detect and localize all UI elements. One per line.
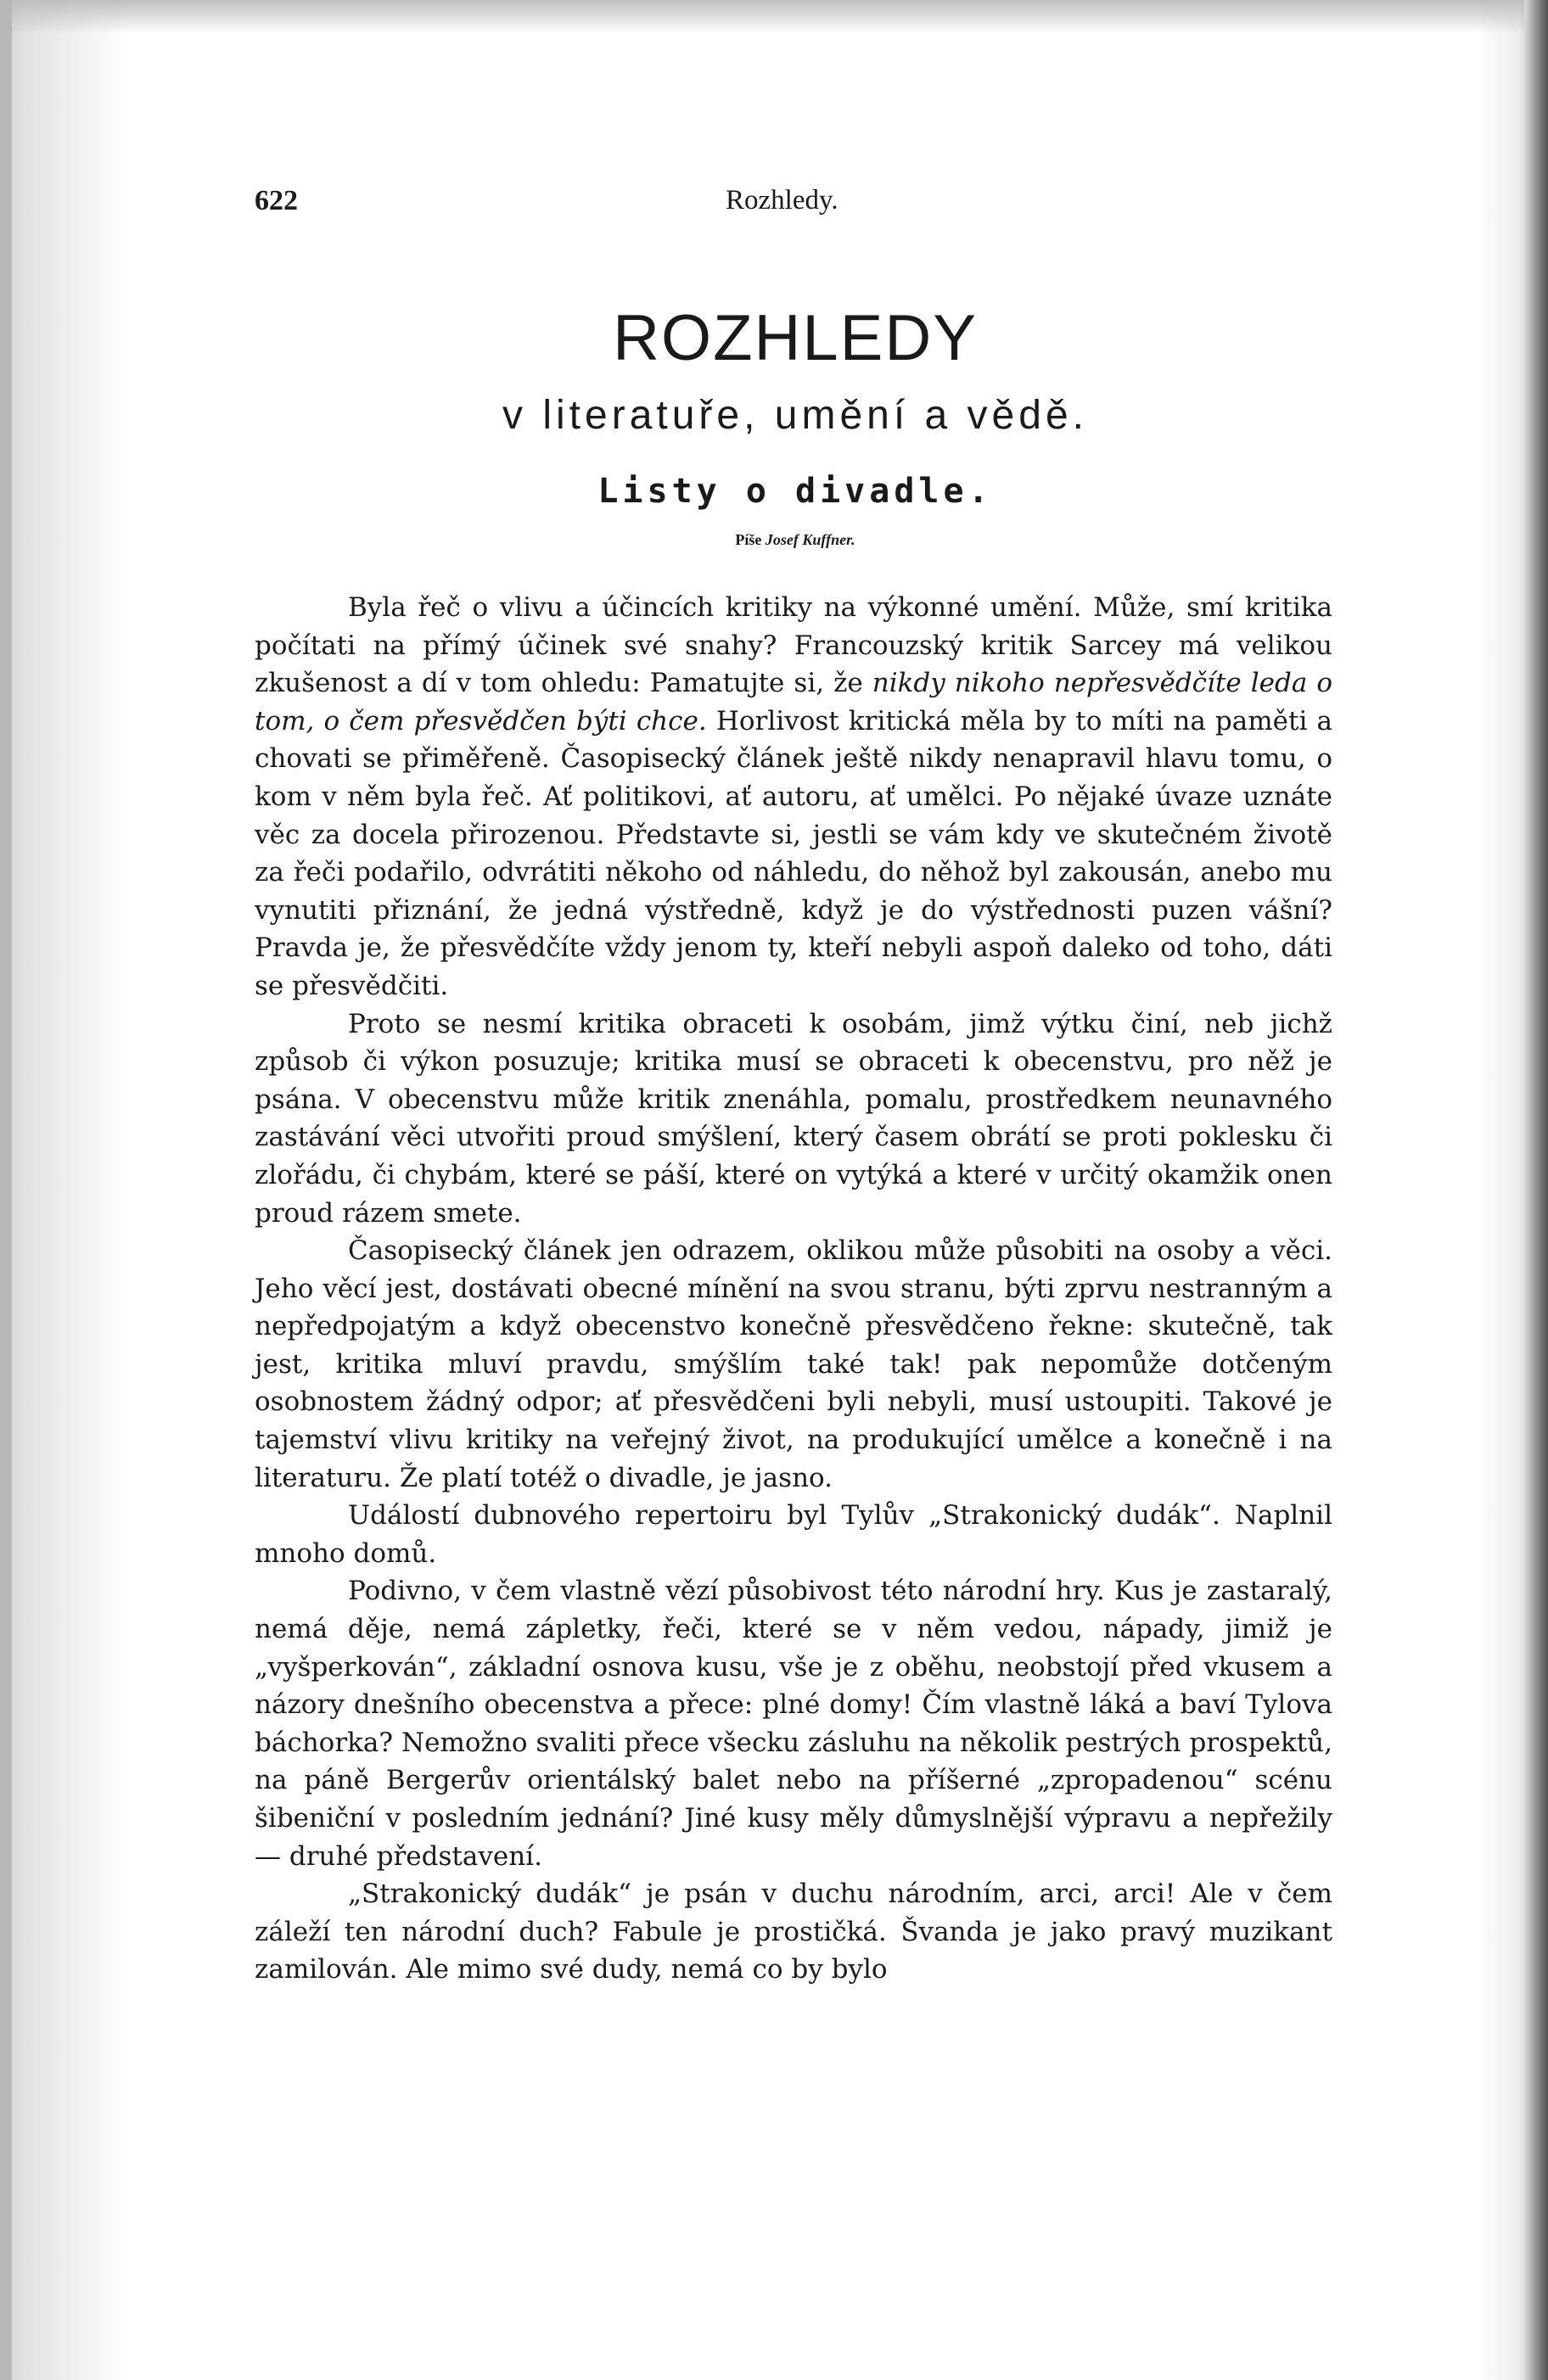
running-title: Rozhledy.: [726, 185, 838, 216]
emphasized-quote: nikdy nikoho nepřesvědčíte leda o tom, o čem přesvědčen býti chce.: [255, 668, 1333, 736]
page-title: ROZHLEDY: [613, 302, 978, 374]
paragraph: „Strakonický dudák“ je psán v duchu národním, arci, arci! Ale v čem záleží ten národní duch? Fabule je prostičká. Švanda je jako pravý muzikant zamilován. Ale mimo své dudy, nemá co by bylo: [255, 1879, 1332, 1985]
paragraph: Podivno, v čem vlastně vězí působivost této národní hry. Kus je zastaralý, nemá děje, nemá zápletky, řeči, které se v něm vedou, nápady, jimiž je „vyšperkován“, základní osnova kusu, vše je z oběhu, neobstojí před vkusem a názory dnešního obecenstva a přece: plné domy! Čím vlastně láká a baví Tylova báchorka? Nemožno svaliti přece všecku zásluhu na několik pestrých prospektů, na páně Bergerův orientálský balet nebo na příšerné „zpropadenou“ scénu šibeniční v posledním jednání? Jiné kusy měly důmyslnější výpravu a nepřežily — druhé představení.: [255, 1576, 1332, 1872]
paragraph: Proto se nesmí kritika obraceti k osobám, jimž výtku činí, neb jichž způsob či výkon posuzuje; kritika musí se obraceti k obecenstvu, pro něž je psána. V obecenstvu může kritik znenáhla, pomalu, prostředkem neunavného zastávání věci utvořiti proud smýšlení, který časem obrátí se proti poklesku či zlořádu, či chybám, které se páší, které on vytýká a které v určitý okamžik onen proud rázem smete.: [255, 1008, 1332, 1229]
paragraph-text: Horlivost kritická měla by to míti na paměti a chovati se přiměřeně. Časopisecký článek ještě nikdy nenapravil hlavu tomu, o kom v něm byla řeč. Ať politikovi, ať autoru, ať umělci. Po nějaké úvaze uznáte věc za docela přirozenou. Představte si, jestli se vám kdy ve skutečném životě za řeči podařilo, odvrátiti někoho od náhledu, do něhož byl zakousán, anebo mu vynutiti přiznání, že jedná výstředně, když je do výstřednosti puzen vášní? Pravda je, že přesvědčíte vždy jenom ty, kteří nebyli aspoň daleko od toho, dáti se přesvědčiti.: [255, 705, 1332, 1001]
running-header: [255, 185, 1332, 222]
byline-author: Josef Kuffner.: [765, 531, 855, 548]
byline: [0, 531, 1548, 549]
paragraph: Událostí dubnového repertoiru byl Tylův „Strakonický dudák“. Naplnil mnoho domů.: [255, 1500, 1332, 1569]
paragraph: Časopisecký článek jen odrazem, oklikou může působiti na osoby a věci. Jeho věcí jest, dostávati obecné mínění na svou stranu, býti zprvu nestranným a nepředpojatým a když obecenstvo konečně přesvědčeno řekne: skutečně, tak jest, kritika mluví pravdu, smýšlím také tak! pak nepomůže dotčeným osobnostem žádný odpor; ať přesvědčeni byli nebyli, musí ustoupiti. Takové je tajemství vlivu kritiky na veřejný život, na produkující umělce a konečně i na literaturu. Že platí totéž o divadle, je jasno.: [255, 1235, 1332, 1493]
section-title: Listy o divadle.: [597, 472, 993, 511]
paragraph: [255, 589, 1332, 1005]
byline-prefix: Píše: [735, 531, 762, 548]
page-number: 622: [255, 185, 298, 216]
paragraph-text: Byla řeč o vlivu a účincích kritiky na výkonné umění. Může, smí kritika počítati na přímý účinek své snahy? Francouzský kritik Sarcey má velikou zkušenost a dí v tom ohledu: Pamatujte si, že: [255, 592, 1332, 699]
page-top-shadow: [0, 0, 1548, 34]
page-subtitle: v literatuře, umění a vědě.: [502, 393, 1088, 438]
article-body: [255, 589, 1332, 1989]
